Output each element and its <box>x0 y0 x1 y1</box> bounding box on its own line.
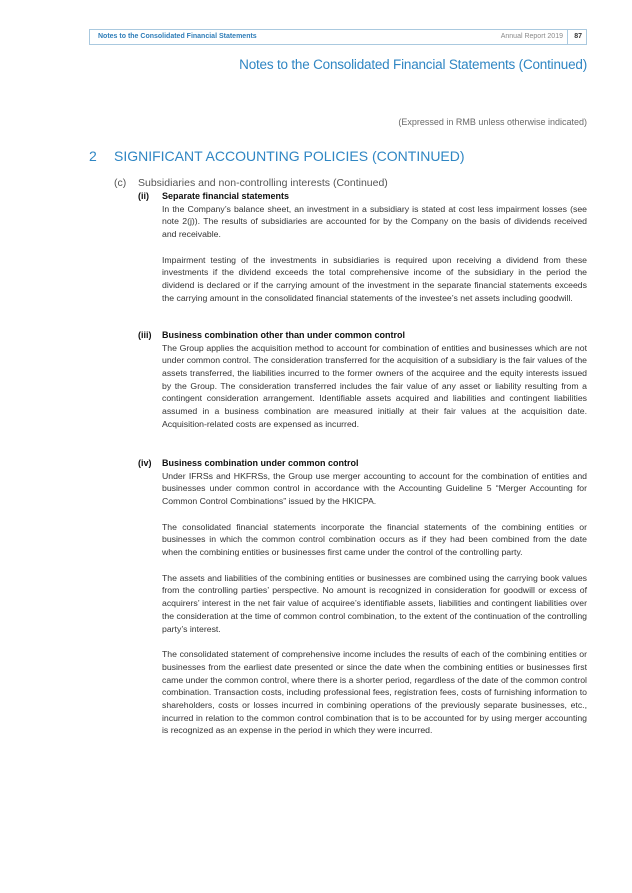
item-title: Separate financial statements <box>162 191 290 201</box>
item-label: (ii) <box>138 191 149 201</box>
header-divider <box>567 30 568 44</box>
currency-note: (Expressed in RMB unless otherwise indicated) <box>398 117 587 127</box>
item-label: (iii) <box>138 330 152 340</box>
section-title: SIGNIFICANT ACCOUNTING POLICIES (CONTINUED) <box>114 148 465 164</box>
item-business-combination-common-control <box>138 457 587 750</box>
subsection-heading <box>114 177 388 189</box>
continued-title: Notes to the Consolidated Financial Statements (Continued) <box>239 57 587 72</box>
item-separate-financial-statements <box>138 190 587 317</box>
header-report-title: Annual Report 2019 <box>500 33 563 40</box>
item-title: Business combination other than under common control <box>162 330 406 340</box>
section-number: 2 <box>89 148 97 164</box>
item-title: Business combination under common control <box>162 458 359 468</box>
page-number: 87 <box>574 33 582 40</box>
paragraph: The consolidated financial statements incorporate the financial statements of the combining entities or businesses in which the common control combination occurs as if they had been combined from the date when the combining entities or businesses first came under the control of the controlling party. <box>162 521 587 558</box>
paragraph: Under IFRSs and HKFRSs, the Group use merger accounting to account for the combination of entities and businesses under common control in accordance with the Accounting Guideline 5 “Merger Accounting for Common Control Combinations” issued by the HKICPA. <box>162 470 587 506</box>
paragraph: In the Company’s balance sheet, an investment in a subsidiary is stated at cost less impairment losses (see note 2(j)). The results of subsidiaries are accounted for by the Company on the basis of dividends received and receivable. <box>162 203 587 239</box>
paragraph: Impairment testing of the investments in subsidiaries is required upon receiving a dividend from these investments if the dividend exceeds the total comprehensive income of the subsidiary in the period the dividend is declared or if the carrying amount of the investment in the separate financial statements exceeds the carrying amount in the consolidated financial statements of the investee’s net assets including goodwill. <box>162 254 587 303</box>
paragraph: The assets and liabilities of the combining entities or businesses are combined using the carrying book values from the controlling parties’ perspective. No amount is recognized in consideration for goodwill or excess of acquirers’ interest in the net fair value of acquiree’s identifiable assets, liabilities and contingent liabilities over the consideration at the time of common control combination, to the extent of the continuation of the controlling party’s interest. <box>162 572 587 634</box>
item-business-combination-other <box>138 329 587 443</box>
item-label: (iv) <box>138 458 152 468</box>
header-left-title: Notes to the Consolidated Financial Statements <box>98 33 257 40</box>
subsection-label: (c) <box>114 177 127 189</box>
paragraph: The Group applies the acquisition method to account for combination of entities and businesses which are not under common control. The consideration transferred for the acquisition of a subsidiary is the fair values of the assets transferred, the liabilities incurred to the former owners of the acquiree and the equity interests issued by the Group. The consideration transferred includes the fair value of any asset or liability resulting from a contingent consideration arrangement. Identifiable assets acquired and liabilities and contingent liabilities assumed in a business combination are measured initially at their fair values at the acquisition date. Acquisition-related costs are expensed as incurred. <box>162 342 587 429</box>
subsection-title: Subsidiaries and non-controlling interests (Continued) <box>138 177 388 189</box>
running-header <box>89 29 587 45</box>
paragraph: The consolidated statement of comprehensive income includes the results of each of the combining entities or businesses from the earliest date presented or since the date when the combining entities or businesses first came under the common control, where there is a shorter period, regardless of the date of the common control combination. Transaction costs, including professional fees, registration fees, costs of furnishing information to shareholders, costs or losses incurred in combining operations of the previously separate businesses, etc., incurred in relation to the common control combination that is to be accounted for by using merger accounting is recognized as an expense in the period in which they were incurred. <box>162 649 587 736</box>
section-heading <box>89 148 589 164</box>
